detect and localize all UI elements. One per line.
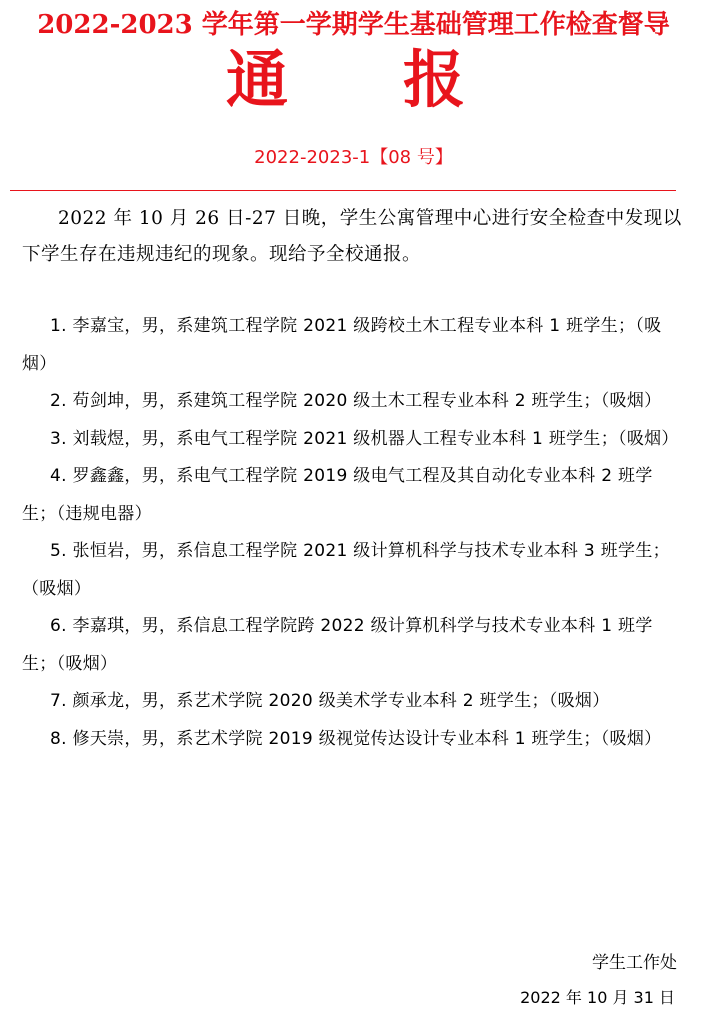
list-item: 6. 李嘉琪，男，系信息工程学院跨 2022 级计算机科学与技术专业本科 1 班学生；（吸烟）	[22, 616, 653, 674]
intro-paragraph: 2022 年 10 月 26 日-27 日晚，学生公寓管理中心进行安全检查中发现以下学生存在违规违纪的现象。现给予全校通报。	[22, 208, 682, 265]
list-item: 7. 颜承龙，男，系艺术学院 2020 级美术学专业本科 2 班学生；（吸烟）	[50, 691, 610, 711]
list-item: 3. 刘载煜，男，系电气工程学院 2021 级机器人工程专业本科 1 班学生；（吸烟）	[50, 428, 679, 449]
issue-date: 2022 年 10 月 31 日	[520, 988, 675, 1007]
list-item: 2. 苟剑坤，男，系建筑工程学院 2020 级土木工程专业本科 2 班学生；（吸烟）	[50, 391, 662, 411]
student-list	[22, 308, 682, 758]
red-divider	[10, 190, 676, 191]
issuer-signature: 学生工作处	[592, 953, 677, 973]
list-item: 1. 李嘉宝，男，系建筑工程学院 2021 级跨校土木工程专业本科 1 班学生；（吸烟）	[22, 316, 662, 374]
list-item: 5. 张恒岩，男，系信息工程学院 2021 级计算机科学与技术专业本科 3 班学生；（吸烟）	[22, 541, 670, 599]
notice-title-char-2: 报	[403, 43, 466, 116]
notice-title	[0, 40, 707, 120]
notice-title-char-1: 通	[226, 43, 289, 116]
document-number: 2022-2023-1【08 号】	[254, 147, 453, 168]
document-heading: 2022-2023 学年第一学期学生基础管理工作检查督导	[37, 10, 670, 40]
list-item: 8. 修天崇，男，系艺术学院 2019 级视觉传达设计专业本科 1 班学生；（吸烟）	[50, 728, 662, 749]
list-item: 4. 罗鑫鑫，男，系电气工程学院 2019 级电气工程及其自动化专业本科 2 班学生；（违规电器）	[22, 466, 653, 524]
